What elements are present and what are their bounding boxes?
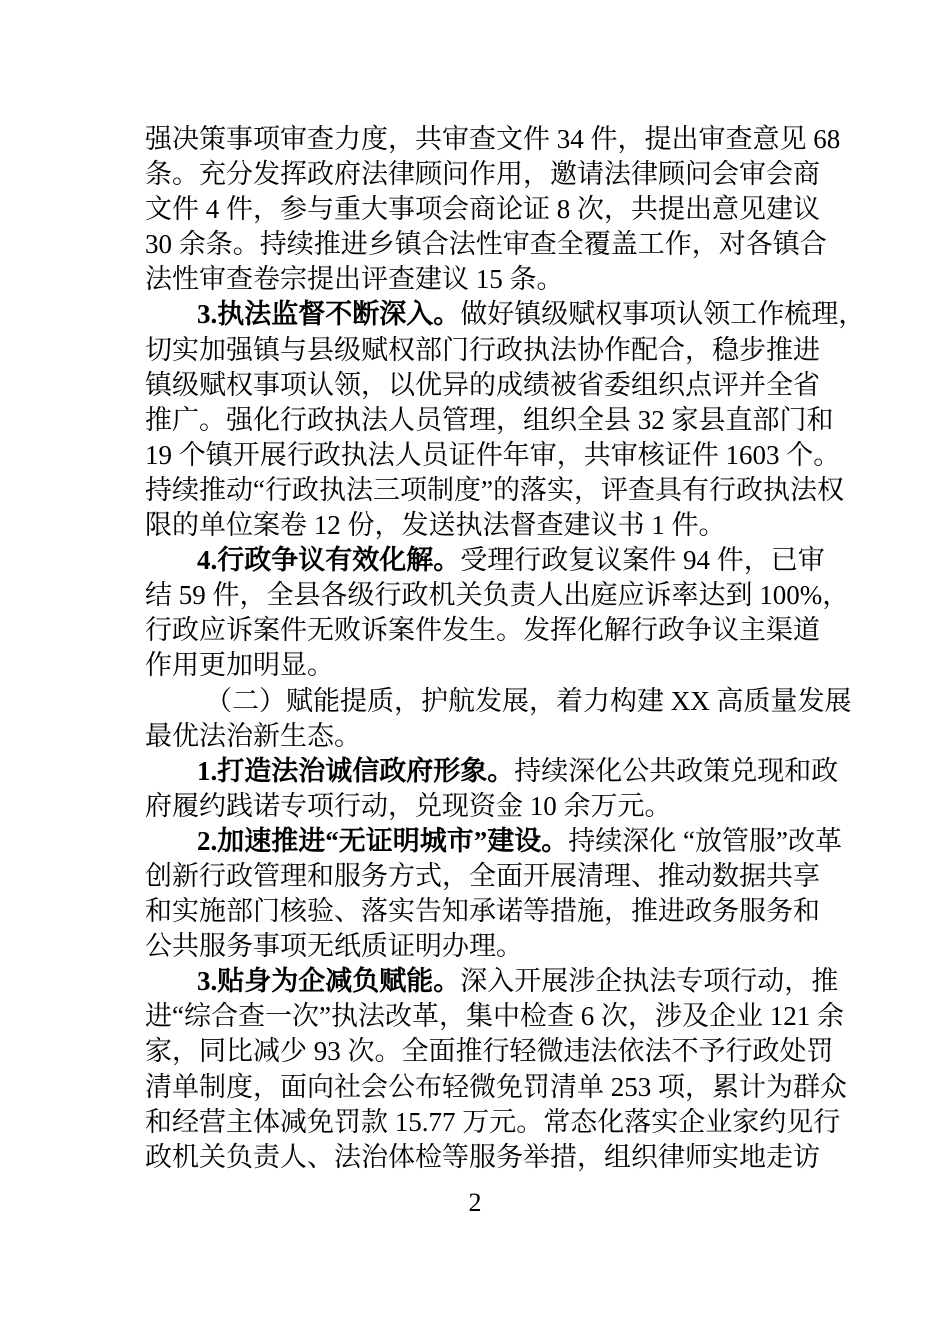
line-text: 持续深化公共政策兑现和政 xyxy=(514,755,839,786)
line-text: 清单制度，面向社会公布轻微免罚清单 253 项，累计为群众 xyxy=(145,1071,847,1102)
line-text: 做好镇级赋权事项认领工作梳理， xyxy=(460,299,866,330)
text-line xyxy=(145,1105,841,1140)
text-line xyxy=(145,262,805,297)
text-line xyxy=(145,122,841,157)
line-text: 进“综合查一次”执法改革，集中检查 6 次，涉及企业 121 余 xyxy=(145,1001,844,1032)
text-line xyxy=(145,648,805,683)
bold-heading: 1.打造法治诚信政府形象。 xyxy=(197,755,515,786)
line-text: 政机关负责人、法治体检等服务举措，组织律师实地走访 xyxy=(145,1141,820,1172)
text-line xyxy=(145,999,844,1034)
text-line xyxy=(145,789,805,824)
bold-heading: 2.加速推进“无证明城市”建设。 xyxy=(197,825,569,856)
text-line xyxy=(145,684,852,719)
text-line xyxy=(145,613,820,648)
bold-heading: 3.贴身为企减负赋能。 xyxy=(197,966,461,997)
line-text: 强决策事项审查力度，共审查文件 34 件，提出审查意见 68 xyxy=(145,124,841,154)
line-text: 镇级赋权事项认领，以优异的成绩被省委组织点评并全省 xyxy=(145,369,820,400)
line-text: 作用更加明显。 xyxy=(145,650,334,681)
line-text: 深入开展涉企执法专项行动，推 xyxy=(460,966,839,997)
line-text: 推广。强化行政执法人员管理，组织全县 32 家县直部门和 xyxy=(145,404,834,435)
page-number: 2 xyxy=(468,1188,482,1217)
line-text: 文件 4 件，参与重大事项会商论证 8 次，共提出意见建议 xyxy=(145,194,820,225)
section-heading-line xyxy=(145,824,842,859)
line-text: 30 余条。持续推进乡镇合法性审查全覆盖工作，对各镇合 xyxy=(145,229,827,260)
line-text: 创新行政管理和服务方式，全面开展清理、推动数据共享 xyxy=(145,860,820,891)
text-line xyxy=(145,438,841,473)
line-text: 19 个镇开展行政执法人员证件年审，共审核证件 1603 个。 xyxy=(145,439,841,470)
line-text: 法性审查卷宗提出评查建议 15 条。 xyxy=(145,264,564,295)
text-line xyxy=(145,368,820,403)
text-line xyxy=(145,578,850,613)
line-text: 限的单位案卷 12 份，发送执法督查建议书 1 件。 xyxy=(145,510,726,541)
text-line xyxy=(145,929,805,964)
line-text: 和经营主体减免罚款 15.77 万元。常态化落实企业家约见行 xyxy=(145,1106,841,1137)
line-text: 公共服务事项无纸质证明办理。 xyxy=(145,931,523,962)
text-line xyxy=(145,894,820,929)
line-text: 持续推动“行政执法三项制度”的落实，评查具有行政执法权 xyxy=(145,474,844,505)
line-text: （二）赋能提质，护航发展，着力构建 XX 高质量发展 xyxy=(205,685,852,716)
text-line xyxy=(145,333,820,368)
text-line xyxy=(145,157,820,192)
line-text: 切实加强镇与县级赋权部门行政执法协作配合，稳步推进 xyxy=(145,334,820,365)
line-text: 府履约践诺专项行动，兑现资金 10 余万元。 xyxy=(145,790,672,821)
bold-heading: 3.执法监督不断深入。 xyxy=(197,299,461,330)
line-text: 最优法治新生态。 xyxy=(145,720,361,751)
text-line xyxy=(145,192,820,227)
line-text: 条。充分发挥政府法律顾问作用，邀请法律顾问会审会商 xyxy=(145,159,820,190)
line-text: 行政应诉案件无败诉案件发生。发挥化解行政争议主渠道 xyxy=(145,615,820,646)
line-text: 和实施部门核验、落实告知承诺等措施，推进政务服务和 xyxy=(145,896,820,927)
text-line xyxy=(145,1140,820,1175)
section-heading-line xyxy=(145,964,839,999)
text-line xyxy=(145,227,827,262)
line-text: 受理行政复议案件 94 件，已审 xyxy=(460,545,825,576)
text-line xyxy=(145,508,805,543)
line-text: 结 59 件，全县各级行政机关负责人出庭应诉率达到 100%， xyxy=(145,580,850,611)
section-heading-line xyxy=(145,297,866,332)
text-line xyxy=(145,859,820,894)
text-line xyxy=(145,473,844,508)
document-body xyxy=(145,122,866,1175)
text-line xyxy=(145,403,834,438)
line-text: 持续深化 “放管服”改革 xyxy=(568,825,842,856)
text-line xyxy=(145,1034,834,1069)
section-heading-line xyxy=(145,754,839,789)
bold-heading: 4.行政争议有效化解。 xyxy=(197,545,461,576)
line-text: 家，同比减少 93 次。全面推行轻微违法依法不予行政处罚 xyxy=(145,1036,834,1067)
text-line xyxy=(145,1070,847,1105)
text-line xyxy=(145,719,805,754)
section-heading-line xyxy=(145,543,825,578)
